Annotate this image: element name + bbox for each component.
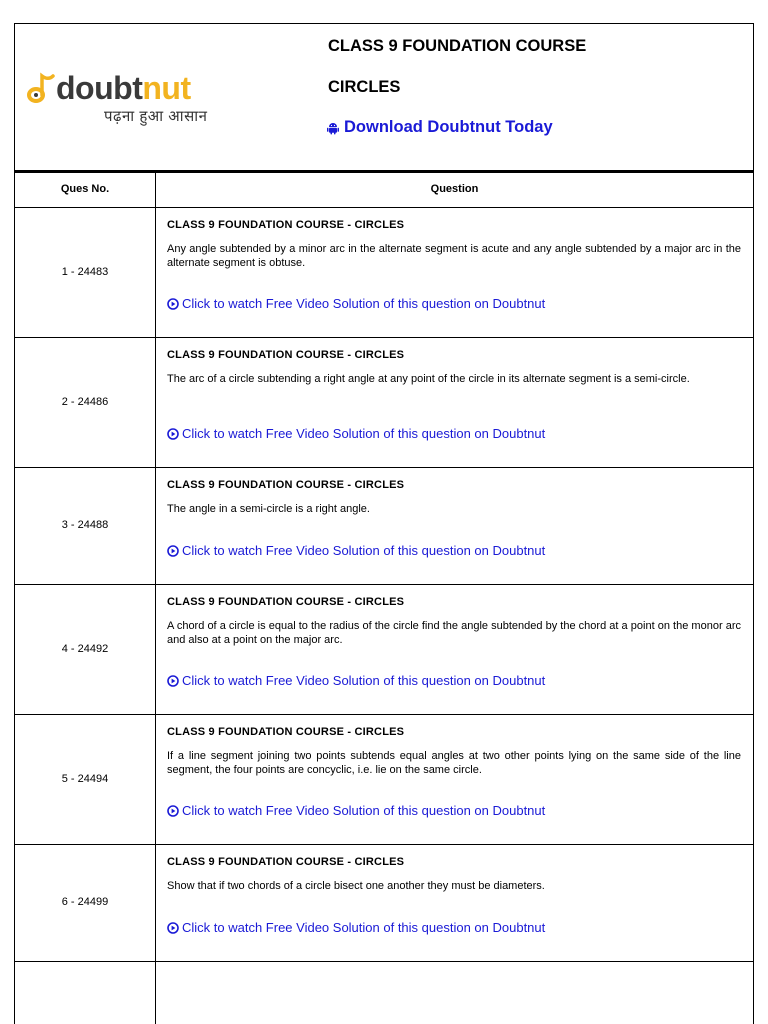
- music-note-icon: [26, 70, 56, 106]
- table-row: [15, 845, 753, 962]
- play-icon: [167, 675, 179, 687]
- video-solution-link[interactable]: [167, 920, 545, 935]
- table-row: [15, 715, 753, 845]
- question-cell: [167, 715, 741, 818]
- question-heading: CLASS 9 FOUNDATION COURSE - CIRCLES: [167, 219, 405, 231]
- question-text: Any angle subtended by a minor arc in the alternate segment is acute and any angle subtended by a major arc in the alternate segment is obtuse.: [167, 243, 741, 269]
- question-text: If a line segment joining two points subtends equal angles at two other points lying on the same side of the line segment, the four points are concyclic, i.e. lie on the same circle.: [167, 750, 741, 776]
- question-heading: CLASS 9 FOUNDATION COURSE - CIRCLES: [167, 726, 405, 738]
- question-heading: CLASS 9 FOUNDATION COURSE - CIRCLES: [167, 856, 405, 868]
- question-number: 4 - 24492: [61, 643, 109, 655]
- play-icon: [167, 805, 179, 817]
- question-text: Show that if two chords of a circle bisect one another they must be diameters.: [167, 880, 545, 892]
- chapter-title: CIRCLES: [328, 78, 401, 96]
- play-icon: [167, 545, 179, 557]
- video-solution-link[interactable]: [167, 296, 545, 311]
- logo-wordmark: doubtnut: [56, 70, 191, 106]
- question-text: A chord of a circle is equal to the radius of the circle find the angle subtended by the chord at a point on the monor arc and also at a point on the major arc.: [167, 620, 741, 646]
- question-heading: CLASS 9 FOUNDATION COURSE - CIRCLES: [167, 349, 405, 361]
- question-number: 2 - 24486: [61, 396, 109, 408]
- question-text: The angle in a semi-circle is a right angle.: [167, 503, 370, 515]
- play-icon: [167, 428, 179, 440]
- column-header-question: Question: [430, 183, 479, 195]
- video-link-label: Click to watch Free Video Solution of this question on Doubtnut: [182, 673, 546, 688]
- video-link-label: Click to watch Free Video Solution of this question on Doubtnut: [182, 543, 546, 558]
- video-link-label: Click to watch Free Video Solution of this question on Doubtnut: [182, 296, 546, 311]
- question-cell: [167, 845, 741, 935]
- question-number: 6 - 24499: [61, 896, 109, 908]
- android-icon: [326, 121, 340, 135]
- table-row: [15, 208, 753, 338]
- question-cell: [167, 468, 741, 558]
- column-header-number: Ques No.: [60, 183, 110, 195]
- question-cell: [167, 585, 741, 688]
- video-solution-link[interactable]: [167, 426, 545, 441]
- question-text: The arc of a circle subtending a right angle at any point of the circle in its alternate segment is a semi-circle.: [167, 373, 690, 385]
- document-frame: [14, 23, 754, 1024]
- question-number: 3 - 24488: [61, 519, 109, 531]
- download-app-link[interactable]: [326, 118, 553, 137]
- video-solution-link[interactable]: [167, 673, 545, 688]
- play-icon: [167, 298, 179, 310]
- page-header: [15, 24, 753, 171]
- question-cell: [167, 208, 741, 311]
- course-title: CLASS 9 FOUNDATION COURSE: [328, 37, 587, 55]
- question-number: 1 - 24483: [61, 266, 109, 278]
- video-solution-link[interactable]: [167, 543, 545, 558]
- table-header: [15, 173, 753, 208]
- download-link-label: Download Doubtnut Today: [344, 118, 553, 136]
- doubtnut-logo[interactable]: [26, 70, 226, 134]
- table-row: [15, 338, 753, 468]
- video-link-label: Click to watch Free Video Solution of this question on Doubtnut: [182, 920, 546, 935]
- video-link-label: Click to watch Free Video Solution of this question on Doubtnut: [182, 803, 546, 818]
- video-link-label: Click to watch Free Video Solution of this question on Doubtnut: [182, 426, 546, 441]
- logo-tagline: पढ़ना हुआ आसान: [104, 108, 208, 125]
- table-row: [15, 468, 753, 585]
- question-heading: CLASS 9 FOUNDATION COURSE - CIRCLES: [167, 479, 405, 491]
- play-icon: [167, 922, 179, 934]
- table-row: [15, 585, 753, 715]
- video-solution-link[interactable]: [167, 803, 545, 818]
- question-heading: CLASS 9 FOUNDATION COURSE - CIRCLES: [167, 596, 405, 608]
- question-cell: [167, 338, 741, 441]
- question-number: 5 - 24494: [61, 773, 109, 785]
